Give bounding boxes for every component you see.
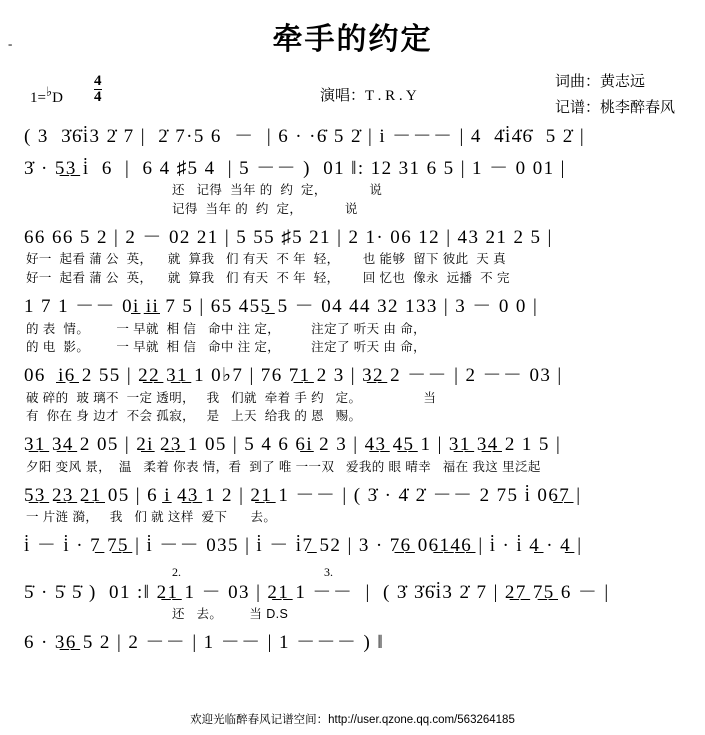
music-system bbox=[22, 156, 683, 219]
corner-mark: - bbox=[8, 36, 13, 51]
notation-line: 6 · 3̲6̲ 5 2 | 2 －－ | 1 －－ | 1 －－－ ) ‖ bbox=[24, 632, 385, 654]
score-header bbox=[0, 62, 705, 124]
performer-credit: 演唱：T . R . Y bbox=[320, 88, 417, 104]
notation-line: ( 3 3̇6̇i̇3 2̇ 7 | 2̇ 7·5 6 － | 6 · ·6̇ 5 2̇ | i －－－ | 4 4̇i̇4̇6̇ 5 2̇ | bbox=[24, 126, 586, 147]
notation-line: 5̇ · 5̇ 5̇ ) 01 :‖ 2̲1̲ 1 － 03 | 2̲1̲ 1 －－ | ( 3̇ 3̇6̇i̇3 2̇ 7 | 2̲7̲ 7̲5̲ 6 － | bbox=[24, 581, 610, 603]
music-system bbox=[22, 432, 683, 476]
key-label: 1= bbox=[30, 90, 46, 106]
music-system bbox=[22, 630, 683, 656]
page-title: 牵手的约定 bbox=[272, 23, 433, 56]
lyric-line: 的 表 情。 一 早就 相 信 命中 注 定， 注定了 听天 由 命， bbox=[26, 321, 426, 336]
notation-line: 5̲3̲ 2̲3̲ 2̲1̲ 05 | 6 i̲ 4̲3̲ 1 2 | 2̲1̲ 1 －－ | ( 3̇ · 4̇ 2̇ －－ 2 75 i̇ 06̲7̲ | bbox=[24, 484, 582, 506]
credits-block bbox=[555, 70, 675, 121]
ending-brackets bbox=[22, 565, 683, 580]
notation-line: 1 7 1 －－ 0i̲ i̲i̲ 7 5 | 65 455̲ 5 － 04 44 32 133 | 3 － 0 0 | bbox=[24, 295, 539, 317]
key-flat-symbol: ♭ bbox=[45, 84, 53, 99]
music-system bbox=[22, 294, 683, 357]
notation-line: 66 66 5 2 | 2 － 02 21 | 5 55 ♯5 21 | 2 1· 06 12 | 43 21 2 5 | bbox=[24, 226, 553, 248]
lyric-line: 一 片涟 漪， 我 们 就 这样 爱下 去。 bbox=[26, 510, 277, 525]
lyric-line: 有 你在 身 边才 不会 孤寂， 是 上天 给我 的 恩 赐。 bbox=[26, 409, 362, 424]
lyric-line: 破 碎的 玻 璃不 一定 透明， 我 们就 牵着 手 约 定。 当 bbox=[26, 390, 437, 405]
lyric-line: 还 去。 当 D.S bbox=[172, 607, 289, 622]
ending-2-label: 2. bbox=[172, 564, 181, 579]
music-systems bbox=[22, 124, 683, 656]
key-name: D bbox=[52, 90, 63, 106]
time-signature-numerator: 4 bbox=[94, 73, 102, 89]
music-system bbox=[22, 124, 683, 150]
music-system bbox=[22, 533, 683, 559]
lyric-line: 的 电 影。 一 早就 相 信 命中 注 定， 注定了 听天 由 命， bbox=[26, 340, 426, 355]
notator-credit: 记谱：桃李醉春风 bbox=[554, 99, 675, 116]
music-system bbox=[22, 565, 683, 624]
notation-line: i̇ － i̇ · 7̲ 7̲5̲ | i̇ －－ 035 | i̇ － i̇7̲ 52 | 3 · 7̲6̲ 06̲1̲4̲6̲ | i̇ · i̇ 4̲ · 4̲ | bbox=[24, 534, 583, 556]
music-system bbox=[22, 363, 683, 426]
lyric-line: 好一 起看 蒲 公 英， 就 算我 们 有天 不 年 轻， 也 能够 留下 彼此 天 真 bbox=[26, 252, 506, 267]
time-signature-denominator: 4 bbox=[94, 89, 102, 105]
music-system bbox=[22, 483, 683, 527]
lyric-line: 好一 起看 蒲 公 英， 就 算我 们 有天 不 年 轻， 回 忆也 像永 远播 不 完 bbox=[26, 271, 510, 286]
lyric-line: 记得 当年 的 约 定， 说 bbox=[172, 202, 358, 217]
notation-line: 3̇ · 5̲3̲ i̇ 6 | 6 4 ♯5 4 | 5 －－ ) 01 ‖: 12 31 6 5 | 1 － 0 01 | bbox=[24, 157, 566, 179]
notation-line: 06 i̲6̲ 2 55 | 2̲2̲ 3̲1̲ 1 0♭7 | 76 7̲1̲ 2 3 | 3̲2̲ 2 －－ | 2 －－ 03 | bbox=[24, 365, 563, 387]
music-system bbox=[22, 225, 683, 288]
time-signature bbox=[94, 74, 102, 105]
key-signature bbox=[30, 84, 63, 107]
lyric-line: 夕阳 变风 景， 温 柔着 你表 情，看 到了 唯 一一双 爱我的 眼 晴幸 福在 我这 里泛起 bbox=[26, 459, 541, 474]
notation-line: 3̲1̲ 3̲4̲ 2 05 | 2̲i̲ 2̲3̲ 1 05 | 5 4 6 6̲i̲ 2 3 | 4̲3̲ 4̲5̲ 1 | 3̲1̲ 3̲4̲ 2 1 5 | bbox=[24, 434, 562, 456]
ending-3-label: 3. bbox=[324, 564, 333, 579]
lyric-line: 还 记得 当年 的 约 定， 说 bbox=[172, 183, 383, 198]
composer-credit: 词曲：黄志远 bbox=[554, 74, 645, 90]
footer-credit: 欢迎光临醉春风记谱空间：http://user.qzone.qq.com/563264185 bbox=[190, 714, 515, 726]
